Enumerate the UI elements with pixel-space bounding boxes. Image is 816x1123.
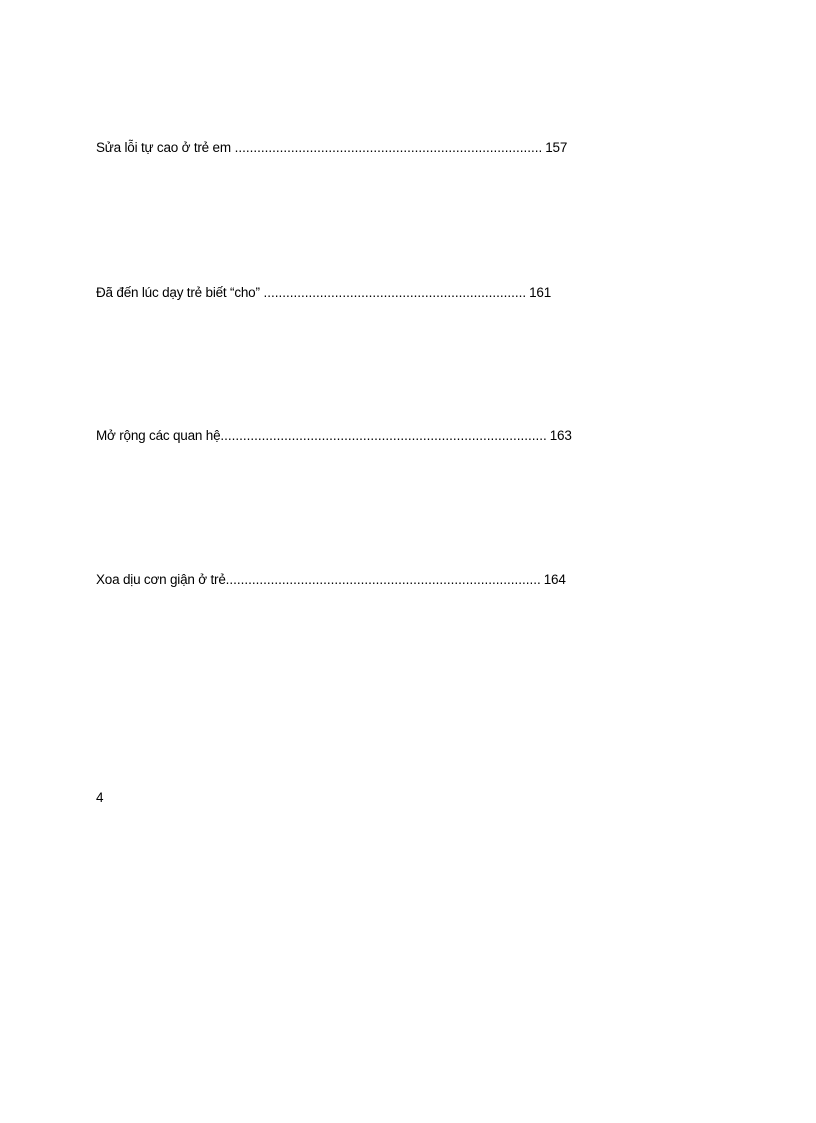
toc-dot-leader: ..................................................................................	[230, 140, 543, 155]
toc-dot-leader: .......................................................................................	[220, 428, 547, 443]
toc-entry-title: Đã đến lúc dạy trẻ biết “cho”	[96, 285, 260, 300]
toc-page-number: 163	[549, 428, 572, 443]
toc-entry	[96, 285, 551, 301]
toc-dot-leader: ......................................................................	[259, 285, 527, 300]
toc-dot-leader: ....................................................................................	[225, 572, 541, 587]
footer-page-number: 4	[96, 790, 104, 805]
toc-page-number: 161	[529, 285, 552, 300]
toc-entry-title: Mở rộng các quan hệ	[96, 428, 221, 443]
toc-entry	[96, 572, 566, 588]
toc-entry-title: Sửa lỗi tự cao ở trẻ em	[96, 140, 231, 155]
toc-entry	[96, 428, 572, 444]
toc-entry-title: Xoa dịu cơn giận ở trẻ	[96, 572, 226, 587]
toc-page-number: 157	[545, 140, 568, 155]
toc-entry	[96, 140, 567, 156]
toc-page-number: 164	[543, 572, 566, 587]
